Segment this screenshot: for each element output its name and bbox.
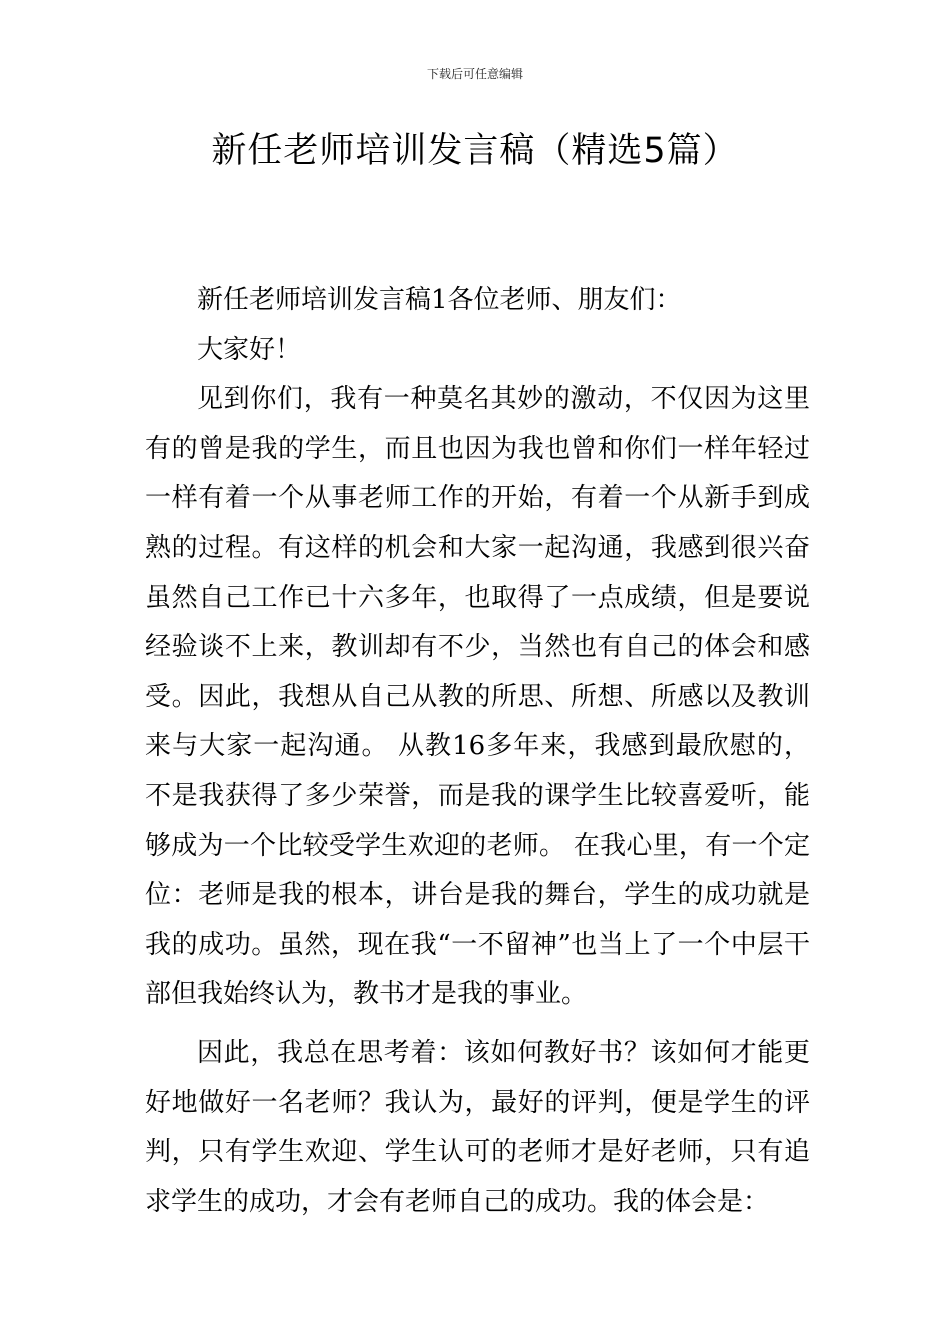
download-note: 下载后可任意编辑	[426, 67, 523, 81]
document-body	[145, 276, 810, 1227]
paragraph-intro: 见到你们，我有一种莫名其妙的激动，不仅因为这里有的曾是我的学生，而且也因为我也曾和你们一样年轻过一样有着一个从事老师工作的开始，有着一个从新手到成熟的过程。有这样的机会和大家一起沟通，我感到很兴奋虽然自己工作已十六多年，也取得了一点成绩，但是要说经验谈不上来，教训却有不少，当然也有自己的体会和感受。因此，我想从自己从教的所思、所想、所感以及教训来与大家一起沟通。 从教16多年来，我感到最欣慰的，不是我获得了多少荣誉，而是我的课学生比较喜爱听，能够成为一个比较受学生欢迎的老师。 在我心里，有一个定位：老师是我的根本，讲台是我的舞台，学生的成功就是我的成功。虽然，现在我“一不留神”也当上了一个中层干部但我始终认为，教书才是我的事业。	[145, 384, 810, 1010]
paragraph-hello: 大家好！	[197, 334, 302, 365]
paragraph-greeting: 新任老师培训发言稿1各位老师、朋友们：	[197, 285, 682, 315]
document-title: 新任老师培训发言稿（精选5篇）	[211, 131, 739, 171]
paragraph-reflection: 因此，我总在思考着：该如何教好书？该如何才能更好地做好一名老师？我认为，最好的评判，便是学生的评判，只有学生欢迎、学生认可的老师才是好老师，只有追求学生的成功，才会有老师自己的成功。我的体会是：	[145, 1037, 810, 1217]
